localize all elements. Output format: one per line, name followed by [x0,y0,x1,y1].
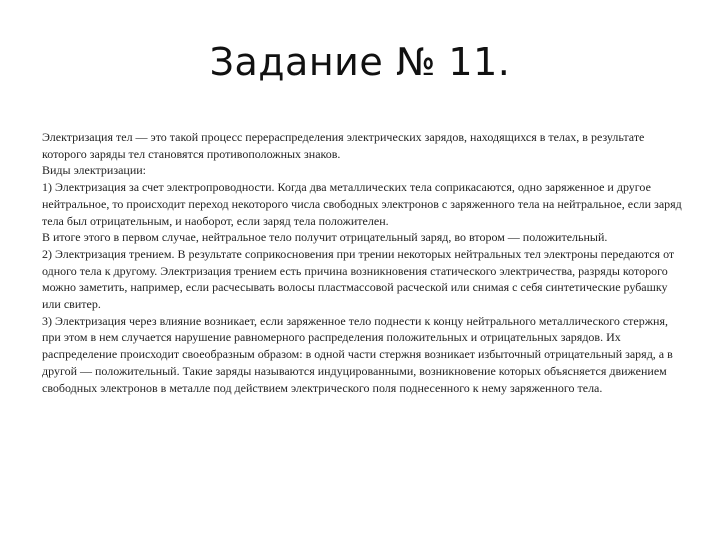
paragraph-types-heading: Виды электризации: [42,163,146,178]
paragraph-conduction: 1) Электризация за счет электропроводности. Когда два металлических тела соприкасаются, одно заряженное и другое нейтральное, то происходит переход некоторого числа свободных электронов с заряженного тела на нейтральное, если заряд тела был отрицательным, и наоборот, если заряд тела положителен. [42,180,682,228]
paragraph-definition: Электризация тел — это такой процесс перераспределения электрических зарядов, находящихся в телах, в результате которого заряды тел становятся противоположных знаков. [42,130,645,161]
slide-title: Задание № 11. [209,40,511,84]
paragraph-induction: 3) Электризация через влияние возникает, если заряженное тело поднести к концу нейтрального металлического стержня, при этом в нем случается нарушение равномерного распределения положительных и отрицательных зарядов. Их распределение происходит своеобразным образом: в одной части стержня возникает избыточный отрицательный заряд, а в другой — положительный. Такие заряды называются индуцированными, возникновение которых объясняется движением свободных электронов в металле под действием электрического поля поднесенного к нему заряженного тела. [42,313,673,395]
slide-body [42,129,682,396]
paragraph-friction: 2) Электризация трением. В результате соприкосновения при трении некоторых нейтральных тел электроны передаются от одного тела к другому. Электризация трением есть причина возникновения статического электричества, разряды которого можно заметить, например, если расчесывать волосы пластмассовой расческой или снимая с себя синтетические рубашку или свитер. [42,246,675,312]
paragraph-conduction-result: В итоге этого в первом случае, нейтральное тело получит отрицательный заряд, во втором — положительный. [42,230,608,245]
